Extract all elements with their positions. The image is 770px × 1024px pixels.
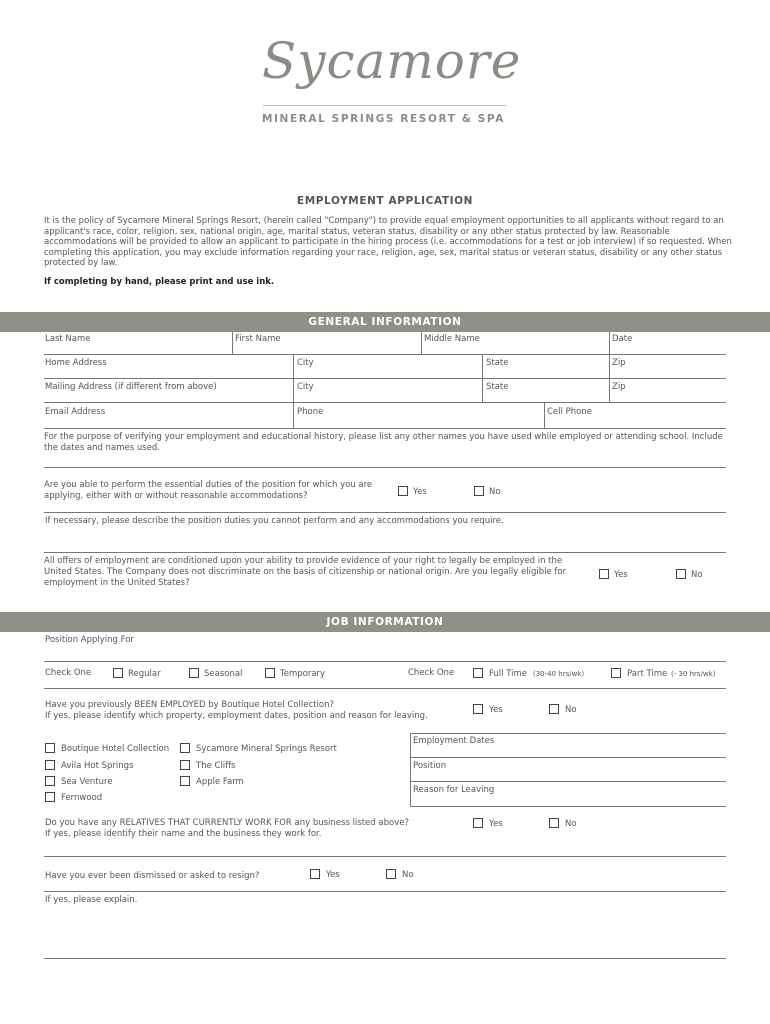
logo-subtitle: MINERAL SPRINGS RESORT & SPA: [262, 113, 505, 125]
full-time-checkbox[interactable]: [473, 668, 483, 678]
relatives-detail: If yes, please identify their name and the business they work for.: [45, 829, 322, 839]
dismissed-no-checkbox[interactable]: [386, 869, 396, 879]
legal-question: All offers of employment are conditioned upon your ability to provide evidence of your right to legally be employed in the United States. The Company does not discriminate on the basis of citizenship or national origin. Are you legally eligible for employment in the United States?: [44, 556, 567, 588]
duties-no-label: No: [489, 487, 501, 497]
zip-label: Zip: [612, 358, 626, 368]
full-time-hours: (30-40 hrs/wk): [533, 670, 585, 678]
prev-no-checkbox[interactable]: [549, 704, 559, 714]
property-checkbox[interactable]: [180, 760, 190, 770]
prev-no-label: No: [565, 705, 577, 715]
first-name-label: First Name: [235, 334, 281, 344]
full-time-label: Full Time: [489, 669, 528, 679]
mailing-state-label: State: [486, 382, 509, 392]
city-label: City: [297, 358, 314, 368]
logo-divider: [263, 105, 506, 106]
duties-yes-checkbox[interactable]: [398, 486, 408, 496]
mailing-address-label: Mailing Address (if different from above): [45, 382, 217, 392]
seasonal-checkbox[interactable]: [189, 668, 199, 678]
legal-no-label: No: [691, 570, 703, 580]
property-label: Sea Venture: [61, 777, 113, 787]
duties-describe-field[interactable]: [44, 552, 726, 553]
relatives-yes-checkbox[interactable]: [473, 818, 483, 828]
date-label: Date: [612, 334, 633, 344]
other-names-field[interactable]: [44, 467, 726, 468]
position-label: Position: [413, 761, 447, 771]
legal-yes-label: Yes: [614, 570, 628, 580]
middle-name-label: Middle Name: [424, 334, 480, 344]
position-applying-label: Position Applying For: [45, 635, 134, 645]
email-label: Email Address: [45, 407, 106, 417]
reason-label: Reason for Leaving: [413, 785, 495, 795]
divider: [482, 354, 483, 378]
mailing-address-field[interactable]: [44, 402, 726, 403]
dismissed-question: Have you ever been dismissed or asked to resign?: [45, 871, 260, 881]
seasonal-label: Seasonal: [204, 669, 243, 679]
property-label: Boutique Hotel Collection: [61, 744, 170, 754]
divider: [293, 354, 294, 378]
policy-text: It is the policy of Sycamore Mineral Springs Resort, (herein called "Company") to provide equal employment opportunities to all applicants without regard to an applicant's race, color, religion, sex, national origin, age, marital status, veteran status, disability or any other status protected by law. Reasonable accommodations will be provided to allow an applicant to participate in the hiring process (i.e. accommodations for a test or job interview) if so requested. When completing this application, you may exclude information regarding your race, religion, age, sex, marital status or veteran status, disability or any other status protected by law.: [44, 216, 732, 269]
check-one-label-2: Check One: [408, 668, 455, 678]
property-label: Sycamore Mineral Springs Resort: [196, 744, 337, 754]
position-field[interactable]: [410, 781, 726, 782]
relatives-no-checkbox[interactable]: [549, 818, 559, 828]
prev-yes-label: Yes: [489, 705, 503, 715]
divider: [421, 332, 422, 354]
page-title: EMPLOYMENT APPLICATION: [296, 195, 474, 207]
relatives-no-label: No: [565, 819, 577, 829]
divider: [44, 891, 726, 892]
check-one-label: Check One: [45, 668, 92, 678]
part-time-checkbox[interactable]: [611, 668, 621, 678]
dismissed-no-label: No: [402, 870, 414, 880]
divider: [44, 512, 726, 513]
hand-note: If completing by hand, please print and use ink.: [44, 277, 275, 287]
relatives-question: Do you have any RELATIVES THAT CURRENTLY WORK FOR any business listed above?: [45, 818, 409, 828]
employment-dates-field[interactable]: [410, 757, 726, 758]
cell-phone-label: Cell Phone: [547, 407, 592, 417]
divider: [609, 354, 610, 378]
prev-yes-checkbox[interactable]: [473, 704, 483, 714]
job-info-header: JOB INFORMATION: [0, 612, 770, 632]
property-label: The Cliffs: [196, 761, 236, 771]
other-names-text: For the purpose of verifying your employment and educational history, please list any other names you have used while employed or attending school. Include the dates and names used.: [44, 432, 723, 453]
duties-question: Are you able to perform the essential duties of the position for which you are applying, either with or without reasonable accommodations?: [44, 480, 373, 501]
part-time-hours: (- 30 hrs/wk): [671, 670, 716, 678]
divider: [44, 688, 726, 689]
email-field[interactable]: [44, 428, 726, 429]
mailing-zip-label: Zip: [612, 382, 626, 392]
divider: [609, 332, 610, 354]
property-checkbox[interactable]: [45, 776, 55, 786]
property-label: Avila Hot Springs: [61, 761, 134, 771]
state-label: State: [486, 358, 509, 368]
general-info-header: GENERAL INFORMATION: [0, 312, 770, 332]
property-checkbox[interactable]: [45, 792, 55, 802]
property-label: Fernwood: [61, 793, 103, 803]
regular-label: Regular: [128, 669, 161, 679]
property-checkbox[interactable]: [45, 760, 55, 770]
phone-label: Phone: [297, 407, 324, 417]
temporary-checkbox[interactable]: [265, 668, 275, 678]
property-checkbox[interactable]: [45, 743, 55, 753]
home-address-label: Home Address: [45, 358, 107, 368]
previously-employed-detail: If yes, please identify which property, employment dates, position and reason for leaving.: [45, 711, 428, 721]
relatives-yes-label: Yes: [489, 819, 503, 829]
property-checkbox[interactable]: [180, 776, 190, 786]
explain-label: If yes, please explain.: [45, 895, 138, 905]
temporary-label: Temporary: [280, 669, 326, 679]
last-name-field[interactable]: [44, 354, 726, 355]
mailing-city-label: City: [297, 382, 314, 392]
relatives-field[interactable]: [44, 856, 726, 857]
logo-script: Sycamore: [262, 32, 522, 90]
dismissed-yes-checkbox[interactable]: [310, 869, 320, 879]
divider: [232, 332, 233, 354]
explain-field[interactable]: [44, 958, 726, 959]
divider: [293, 402, 294, 428]
dismissed-yes-label: Yes: [326, 870, 340, 880]
divider: [482, 378, 483, 402]
previously-employed-question: Have you previously BEEN EMPLOYED by Boutique Hotel Collection?: [45, 700, 334, 710]
home-address-field[interactable]: [44, 378, 726, 379]
position-applying-field[interactable]: [44, 661, 726, 662]
regular-checkbox[interactable]: [113, 668, 123, 678]
duties-yes-label: Yes: [413, 487, 427, 497]
divider: [293, 378, 294, 402]
last-name-label: Last Name: [45, 334, 91, 344]
divider: [609, 378, 610, 402]
legal-no-checkbox[interactable]: [676, 569, 686, 579]
divider: [544, 402, 545, 428]
part-time-label: Part Time: [627, 669, 668, 679]
duties-describe-text: If necessary, please describe the position duties you cannot perform and any accommodations you require.: [45, 516, 504, 526]
duties-no-checkbox[interactable]: [474, 486, 484, 496]
legal-yes-checkbox[interactable]: [599, 569, 609, 579]
property-label: Apple Farm: [196, 777, 244, 787]
property-checkbox[interactable]: [180, 743, 190, 753]
employment-dates-label: Employment Dates: [413, 736, 495, 746]
